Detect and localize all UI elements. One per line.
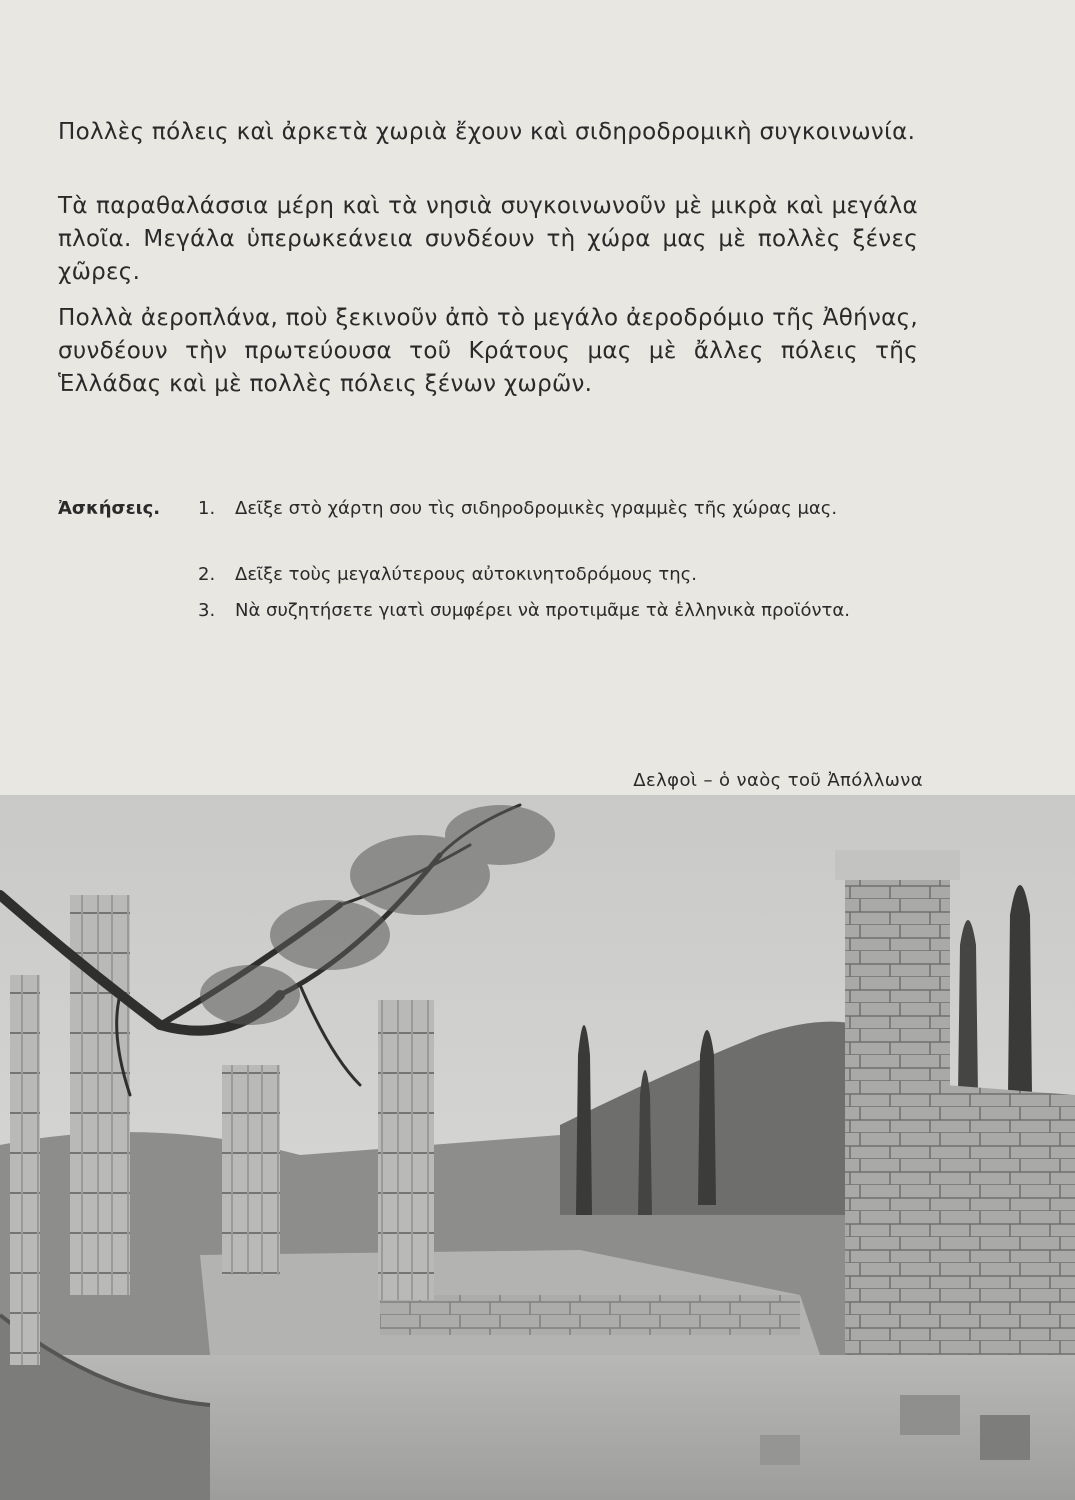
exercise-number: 2.: [198, 564, 216, 585]
photo-caption: Δελφοὶ – ὁ ναὸς τοῦ Ἀπόλλωνα: [633, 770, 923, 791]
exercises-section: [58, 494, 888, 656]
exercise-text: Δεῖξε στὸ χάρτη σου τὶς σιδηροδρομικὲς γραμμὲς τῆς χώρας μας.: [235, 498, 838, 519]
delphi-temple-photo: [0, 795, 1075, 1500]
exercises-heading: Ἀσκήσεις.: [58, 498, 161, 519]
exercise-text: Νὰ συζητήσετε γιατὶ συμφέρει νὰ προτιμᾶμε τὰ ἑλληνικὰ προϊόντα.: [235, 600, 850, 621]
exercise-number: 1.: [198, 498, 216, 519]
exercise-number: 3.: [198, 600, 216, 621]
paragraph-airplanes: Πολλὰ ἀεροπλάνα, ποὺ ξεκινοῦν ἀπὸ τὸ μεγάλο ἀεροδρόμιο τῆς Ἀθήνας, συνδέουν τὴν πρωτεύουσα τοῦ Κράτους μας μὲ ἄλλες πόλεις τῆς Ἑλλάδας καὶ μὲ πολλὲς πόλεις ξένων χωρῶν.: [58, 305, 918, 397]
exercise-text: Δεῖξε τοὺς μεγαλύτερους αὐτοκινητοδρόμους της.: [235, 564, 697, 585]
paragraph-ships: Τὰ παραθαλάσσια μέρη καὶ τὰ νησιὰ συγκοινωνοῦν μὲ μικρὰ καὶ μεγάλα πλοῖα. Μεγάλα ὑπερωκεάνεια συνδέουν τὴ χώρα μας μὲ πολλὲς ξένες χῶρες.: [58, 193, 918, 285]
paragraph-railways: Πολλὲς πόλεις καὶ ἀρκετὰ χωριὰ ἔχουν καὶ σιδηροδρομικὴ συγκοινωνία.: [58, 119, 916, 145]
